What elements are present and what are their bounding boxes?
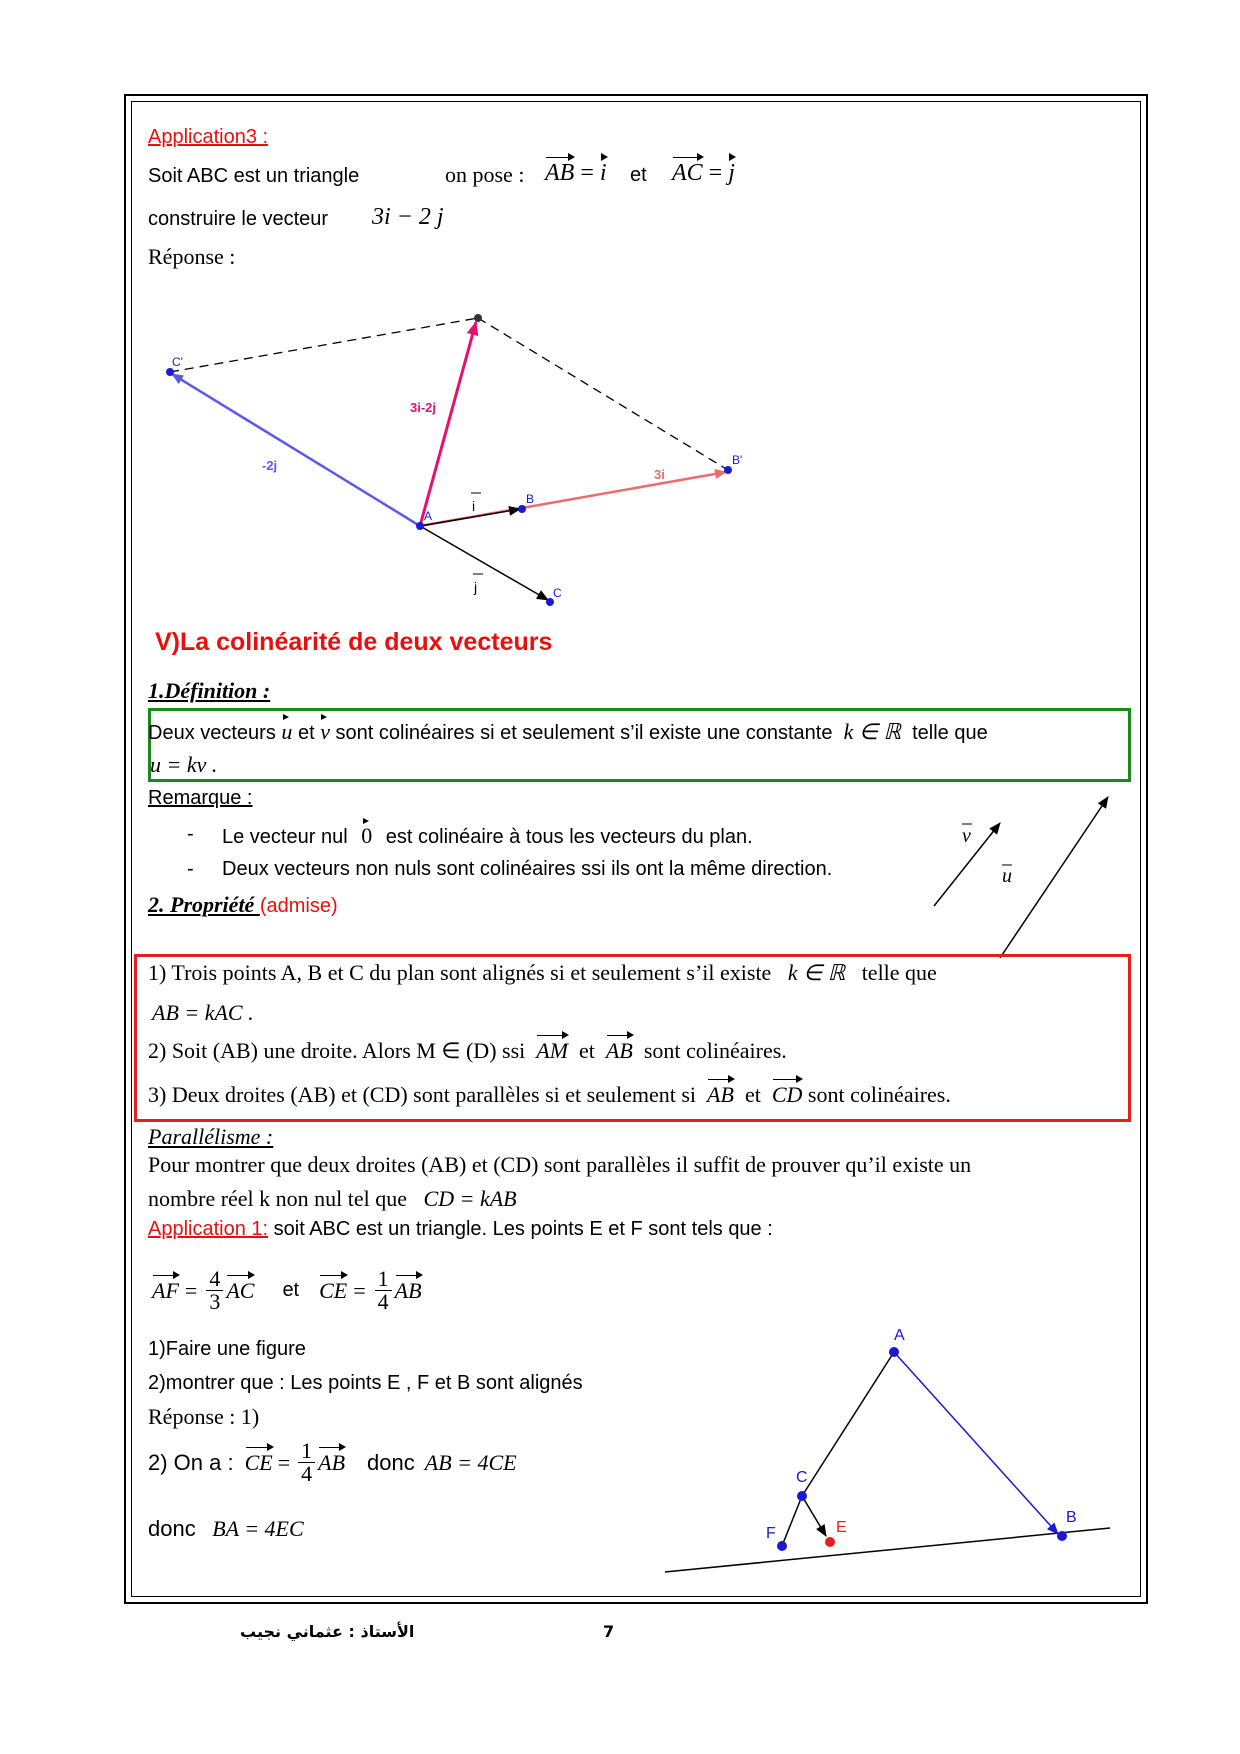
- label-b: B: [526, 492, 535, 506]
- point-top: [474, 314, 482, 322]
- def-v: v: [320, 719, 330, 744]
- point-c-prime: [166, 368, 174, 376]
- app1-q2: 2)montrer que : Les points E , F et B sont alignés: [148, 1372, 583, 1394]
- def-et: et: [297, 722, 315, 744]
- prop1-a: 1) Trois points A, B et C du plan sont alignés si et seulement s’il existe: [148, 960, 772, 985]
- ans-frac-den: 4: [301, 1461, 313, 1486]
- ans-CE: CE: [244, 1449, 273, 1475]
- label-i-vec: i: [472, 498, 476, 514]
- dashed-top-bprime: [478, 318, 728, 470]
- label-a2: A: [894, 1327, 905, 1344]
- app1-text: soit ABC est un triangle. Les points E et F sont tels que :: [268, 1218, 773, 1240]
- remarque-title: Remarque :: [148, 787, 253, 809]
- eq-AF: AF: [152, 1277, 179, 1303]
- segment-ac: [802, 1352, 894, 1496]
- app1-equations: [152, 1268, 422, 1313]
- point-b: [518, 505, 526, 513]
- prop1-line: [148, 960, 937, 986]
- point-b-prime: [724, 466, 732, 474]
- frac1-num: 4: [206, 1268, 223, 1291]
- vector-3i-minus-2j: [420, 322, 476, 526]
- prop3-ab: AB: [707, 1082, 734, 1107]
- vec-j: j: [728, 160, 735, 186]
- definition-eq: u = kv .: [150, 752, 218, 777]
- point-b2: [1057, 1531, 1067, 1541]
- point-e2: [825, 1537, 835, 1547]
- app1-q1: 1)Faire une figure: [148, 1338, 306, 1360]
- propriete-title: [148, 892, 338, 918]
- app3-et: et: [630, 164, 647, 186]
- point-c2: [797, 1491, 807, 1501]
- vector-ab: [894, 1352, 1058, 1534]
- fraction-1-4: [375, 1268, 392, 1313]
- label-minus-2j: -2j: [262, 458, 278, 473]
- app1-title: Application 1:: [148, 1218, 269, 1240]
- segment-cf: [782, 1496, 802, 1546]
- prop2-ab: AB: [605, 1038, 633, 1063]
- def-u: u: [281, 719, 293, 744]
- label-c-prime: C': [172, 355, 183, 369]
- ans-AB: AB: [318, 1449, 346, 1475]
- def-text-c: telle que: [912, 722, 988, 744]
- ans-donc2: donc: [148, 1516, 196, 1541]
- footer-author: الأستاذ : عثماني نجيب: [240, 1622, 415, 1641]
- remarque-dash-1: -: [187, 823, 194, 845]
- prop3-cd: CD: [771, 1082, 803, 1107]
- eq-AB: AB: [394, 1277, 422, 1303]
- fraction-4-3: [206, 1268, 223, 1313]
- ans-fraction: [298, 1440, 315, 1485]
- label-f2: F: [766, 1525, 776, 1542]
- point-a2: [889, 1347, 899, 1357]
- ans-eq3: BA = 4EC: [212, 1516, 304, 1541]
- app3-title: Application3 :: [148, 126, 269, 148]
- label-3i-minus-2j: 3i-2j: [410, 400, 437, 415]
- parallelisme-title: Parallélisme :: [148, 1124, 274, 1149]
- ans-frac-num: 1: [298, 1440, 315, 1463]
- label-b2: B: [1066, 1509, 1077, 1526]
- zero-vector: 0: [361, 823, 373, 848]
- eq-et: et: [282, 1279, 300, 1301]
- app3-line1-a: Soit ABC est un triangle: [148, 165, 360, 187]
- figure-vector-construction: [0, 0, 1240, 640]
- app3-reponse: Réponse :: [148, 244, 236, 269]
- app1-header: [148, 1218, 773, 1241]
- point-f2: [777, 1541, 787, 1551]
- app1-answer2: [148, 1516, 304, 1542]
- label-v: v: [962, 825, 971, 847]
- prop2-text: 2) Soit (AB) une droite. Alors M ∈ (D) ssi: [148, 1038, 526, 1063]
- prop3-et: et: [744, 1082, 761, 1107]
- remarque-item-2: Deux vecteurs non nuls sont colinéaires ssi ils ont la même direction.: [222, 858, 833, 880]
- remarque-dash-2: -: [187, 858, 194, 880]
- app3-vector-expr: 3i − 2 j: [372, 204, 444, 230]
- prop2-et: et: [579, 1038, 595, 1063]
- prop1-b: telle que: [861, 960, 937, 985]
- parallelisme-eq: CD = kAB: [423, 1186, 517, 1211]
- app3-line2: construire le vecteur: [148, 208, 329, 230]
- app3-onpose: on pose :: [445, 162, 525, 187]
- prop2-line: [148, 1038, 787, 1064]
- label-3i: 3i: [654, 467, 665, 482]
- prop2-end: sont colinéaires.: [643, 1038, 787, 1063]
- label-u: u: [1002, 865, 1012, 887]
- figure-collinear-vectors: [900, 780, 1140, 960]
- ans-sign: =: [277, 1449, 291, 1475]
- eq-AC: AC: [226, 1277, 255, 1303]
- point-a: [416, 522, 424, 530]
- vector-minus-2j: [172, 374, 420, 526]
- on-a: 2) On a :: [148, 1449, 234, 1475]
- eq1-sign: =: [184, 1277, 198, 1303]
- remarque-item-1: [222, 823, 753, 849]
- def-k-in-r: k ∈ ℝ: [843, 719, 901, 744]
- line-fb: [665, 1528, 1110, 1572]
- parallelisme-text2-a: nombre réel k non nul tel que: [148, 1186, 408, 1211]
- frac2-den: 4: [377, 1289, 389, 1314]
- prop1-eq: AB = kAC .: [152, 1000, 254, 1025]
- prop2-am: AM: [536, 1038, 569, 1063]
- label-c: C: [553, 586, 562, 600]
- section5-title: V)La colinéarité de deux vecteurs: [155, 628, 553, 656]
- frac1-den: 3: [209, 1289, 221, 1314]
- vector-j: [420, 526, 548, 600]
- propriete-admise: (admise): [259, 895, 338, 917]
- vec-i: i: [599, 160, 607, 186]
- label-b-prime: B': [732, 453, 743, 467]
- figure-triangle: [640, 1320, 1120, 1580]
- prop1-k-in-r: k ∈ ℝ: [787, 960, 846, 985]
- vec-AB: AB: [545, 160, 575, 186]
- prop3-text: 3) Deux droites (AB) et (CD) sont parallèles si et seulement si: [148, 1082, 697, 1107]
- label-e2: E: [836, 1519, 847, 1536]
- parallelisme-text2: [148, 1186, 517, 1212]
- label-c2: C: [796, 1469, 808, 1486]
- frac2-num: 1: [375, 1268, 392, 1291]
- prop3-end: sont colinéaires.: [807, 1082, 951, 1107]
- propriete-label: 2. Propriété: [148, 892, 260, 917]
- parallelisme-text1: Pour montrer que deux droites (AB) et (CD) sont parallèles il suffit de prouver qu’il existe un: [148, 1152, 972, 1177]
- remarque-item-1-a: Le vecteur nul: [222, 826, 348, 848]
- app3-eq-ac: AC = j: [672, 160, 735, 186]
- label-j-vec: j: [474, 579, 478, 595]
- vec-AC: AC: [672, 160, 703, 186]
- app3-eq-ab: AB = i: [545, 160, 607, 186]
- label-a: A: [424, 509, 433, 523]
- dashed-cprime-top: [170, 318, 478, 372]
- vector-ce: [802, 1496, 826, 1536]
- eq2-sign: =: [353, 1277, 366, 1303]
- definition-line1: [148, 719, 988, 745]
- remarque-item-1-b: est colinéaire à tous les vecteurs du plan.: [385, 826, 753, 848]
- definition-title: 1.Définition :: [148, 678, 271, 703]
- vector-i: [420, 509, 520, 526]
- def-text-b: sont colinéaires si et seulement s’il existe une constante: [335, 722, 833, 744]
- ans-donc: donc: [367, 1449, 415, 1475]
- prop3-line: [148, 1082, 951, 1108]
- eq-CE: CE: [319, 1277, 348, 1303]
- vector-u-line: [1000, 797, 1108, 958]
- ans-eq2: AB = 4CE: [424, 1449, 517, 1475]
- app1-answer1: [148, 1440, 517, 1485]
- def-text-a: Deux vecteurs: [148, 722, 276, 744]
- app1-reponse: Réponse : 1): [148, 1404, 260, 1429]
- page-number: 7: [603, 1622, 615, 1641]
